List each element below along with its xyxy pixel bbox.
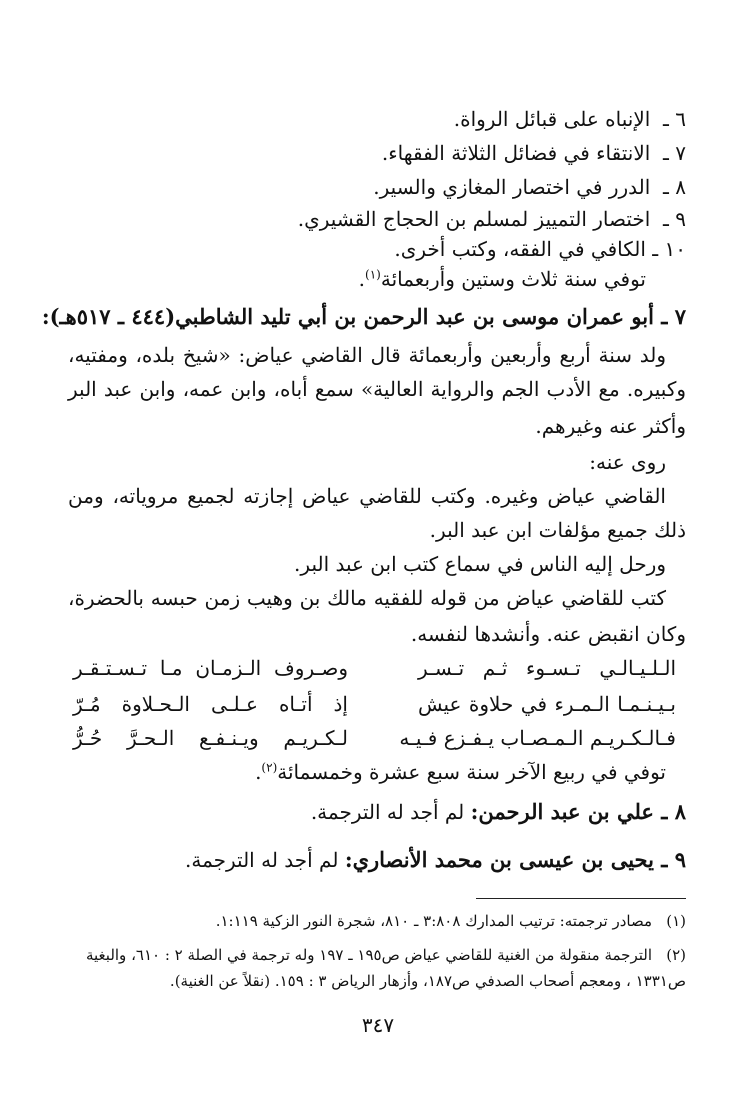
list-item-text: اختصار التمييز لمسلم بن الحجاج القشيري. <box>297 207 651 231</box>
death-text: توفي في ربيع الآخر سنة سبع عشرة وخمسمائة <box>277 760 666 784</box>
paragraph-line: ولد سنة أربع وأربعين وأربعمائة قال القاضي عياض: «شيخ بلده، ومفتيه، <box>68 343 666 367</box>
paragraph-line: وكبيره. مع الأدب الجم والرواية العالية» سمع أباه، وابن عمه، وابن عبد البر <box>68 377 686 401</box>
footnote-continuation <box>70 968 686 994</box>
footnote-text: الترجمة منقولة من الغنية للقاضي عياض ص١٩٥ ـ ١٩٧ وله ترجمة في الصلة ٢ : ٦١٠، والبغية <box>85 946 652 964</box>
bio-note: لم أجد له الترجمة. <box>185 848 339 872</box>
verse-first-half: بـيـنـمـا الـمـرء في حلاوة عيش <box>418 692 676 716</box>
list-item-number: ٦ ـ <box>663 107 686 131</box>
bio-entry <box>185 844 686 876</box>
footnote-text: مصادر ترجمته: ترتيب المدارك ٣:٨٠٨ ـ ٨١٠، شجرة النور الزكية ١:١١٩. <box>215 912 652 930</box>
footnote-number: (٢) <box>666 946 686 964</box>
footnote-number: (١) <box>666 912 686 930</box>
footnote-ref: (٢) <box>261 760 278 775</box>
death-note <box>359 263 646 295</box>
bio-note: لم أجد له الترجمة. <box>310 800 465 824</box>
list-item-number: ٧ ـ <box>663 141 686 165</box>
list-item <box>298 203 686 235</box>
footnote-ref: (١) <box>365 267 381 282</box>
paragraph-line: القاضي عياض وغيره. وكتب للقاضي عياض إجازته لجميع مروياته، ومن <box>68 484 666 508</box>
footnote <box>70 942 686 968</box>
bio-heading: ٩ ـ يحيى بن عيسى بن محمد الأنصاري: <box>344 847 686 872</box>
list-item-text: الانتقاء في فضائل الثلاثة الفقهاء. <box>381 141 651 165</box>
death-end: . <box>358 267 366 291</box>
verse-first-half: الـلـيـالـي تـسـوء ثـم تـسـر <box>418 656 676 680</box>
paragraph-line: روى عنه: <box>589 450 666 474</box>
verse-second-half: لـكـريـم ويـنـفـع الـحـرَّ حُـرُّ <box>73 726 348 750</box>
footnote-separator <box>476 898 686 899</box>
verse-second-half: إذ أتـاه عـلـى الـحـلاوة مُـرّ <box>73 692 348 716</box>
footnote <box>70 908 686 934</box>
list-item-text: الدرر في اختصار المغازي والسير. <box>373 175 651 199</box>
death-text: توفي سنة ثلاث وستين وأربعمائة <box>380 267 646 291</box>
list-item-number: ٨ ـ <box>663 175 686 199</box>
death-end: . <box>255 760 262 784</box>
paragraph-line: كتب للقاضي عياض من قوله للفقيه مالك بن وهيب زمن حبسه بالحضرة، <box>68 586 666 610</box>
list-item <box>373 171 686 203</box>
verse-second-half: وصـروف الـزمـان مـا تـسـتـقـر <box>73 656 348 680</box>
paragraph-line: ذلك جميع مؤلفات ابن عبد البر. <box>429 518 686 542</box>
bio-heading: ٨ ـ علي بن عبد الرحمن: <box>470 799 686 824</box>
list-item <box>382 137 686 169</box>
list-item-text: الإنباه على قبائل الرواة. <box>453 107 651 131</box>
list-item <box>454 103 686 135</box>
page-number: ٣٤٧ <box>361 1013 395 1037</box>
paragraph-line: وكان انقبض عنه. وأنشدها لنفسه. <box>410 622 686 646</box>
list-item-text: الكافي في الفقه، وكتب أخرى. <box>394 237 646 261</box>
list-item-number: ٩ ـ <box>663 207 686 231</box>
death-note <box>255 756 666 788</box>
paragraph-line: وأكثر عنه وغيرهم. <box>535 414 686 438</box>
bio-entry <box>311 796 686 828</box>
list-item <box>394 233 686 265</box>
bio-heading: ٧ ـ أبو عمران موسى بن عبد الرحمن بن أبي تليد الشاطبي(٤٤٤ ـ ٥١٧هـ): <box>41 304 686 329</box>
list-item-number: ١٠ ـ <box>652 237 686 261</box>
footnote-text: ص١٣٣١ ، ومعجم أصحاب الصدفي ص١٨٧، وأزهار الرياض ٣ : ١٥٩. (نقلاً عن الغنية). <box>169 972 686 990</box>
verse-first-half: فـالـكـريـم الـمـصـاب يـفـزع فـيـه <box>399 726 676 750</box>
paragraph-line: ورحل إليه الناس في سماع كتب ابن عبد البر. <box>294 552 666 576</box>
